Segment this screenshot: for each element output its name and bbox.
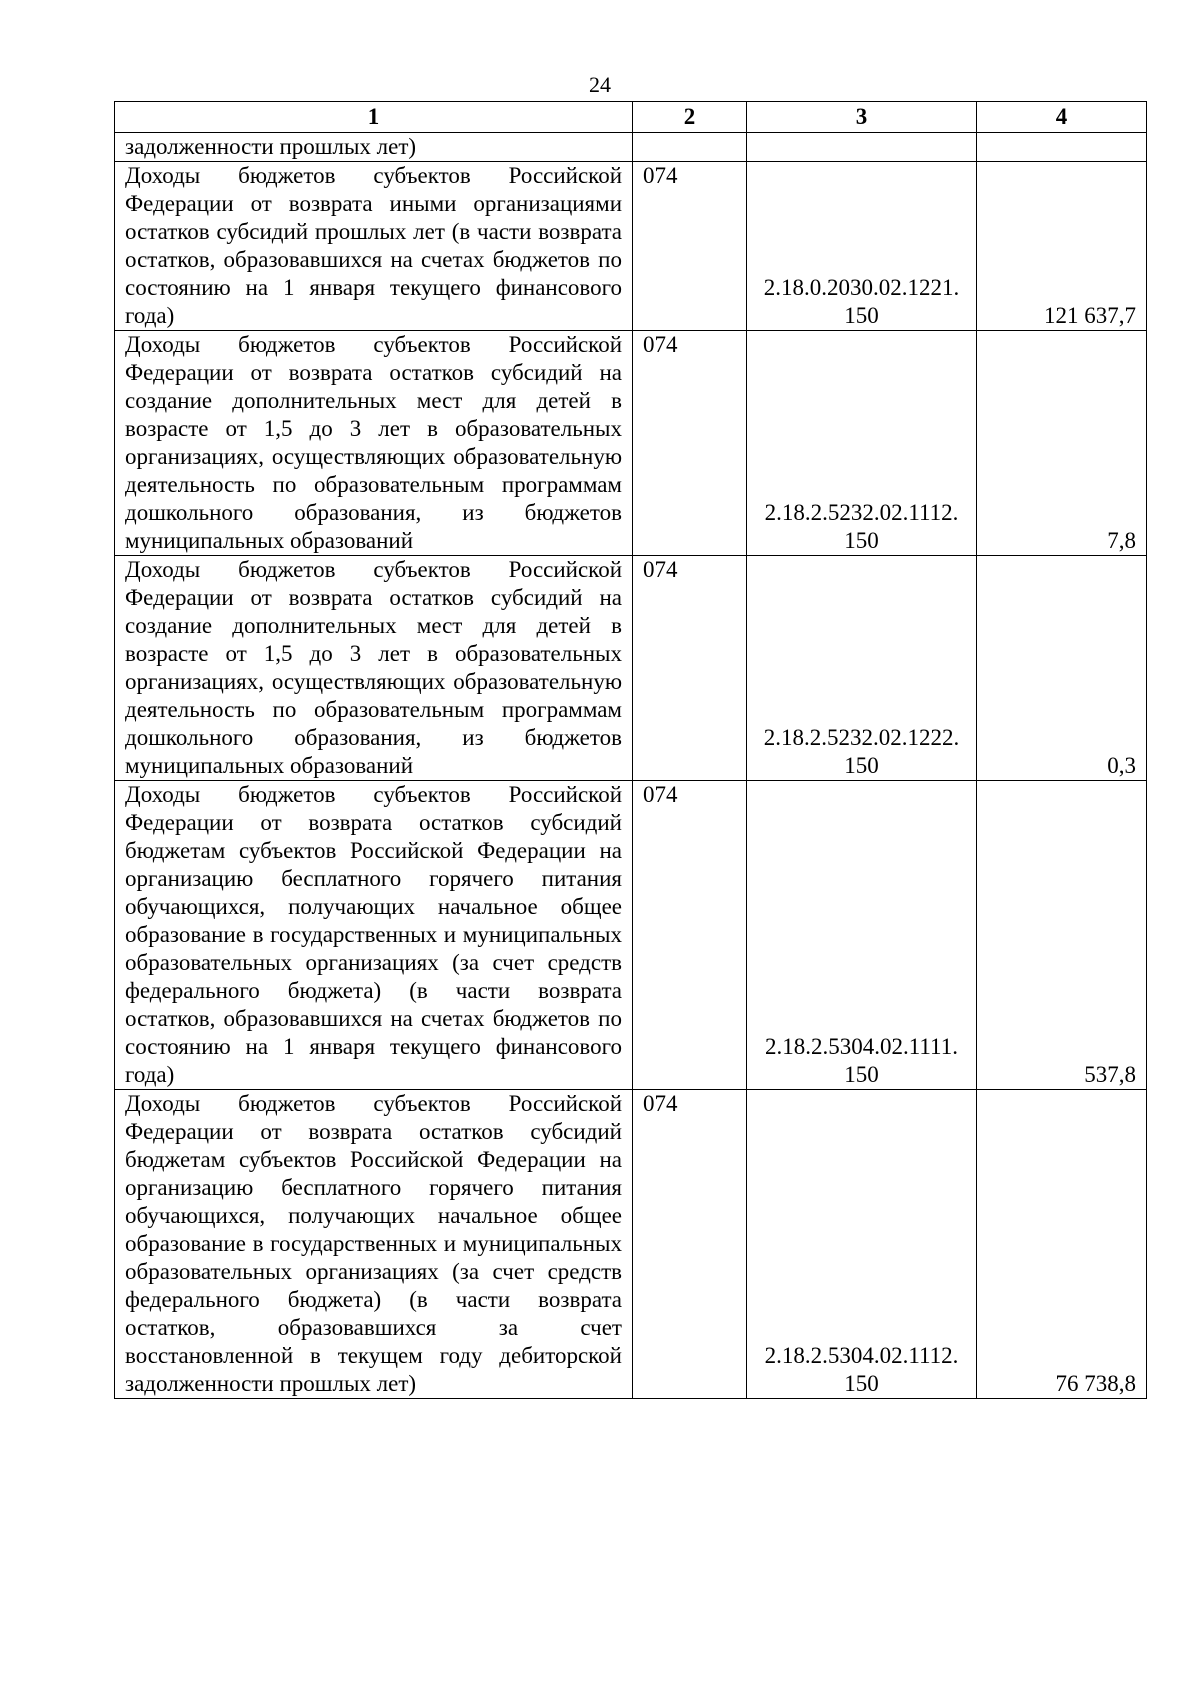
row-admin-code bbox=[633, 133, 747, 162]
code-line-2: 150 bbox=[844, 753, 879, 778]
table-header bbox=[115, 102, 1147, 133]
row-amount bbox=[977, 133, 1147, 162]
table-row bbox=[115, 162, 1147, 331]
header-col-1: 1 bbox=[115, 102, 633, 133]
row-amount: 537,8 bbox=[977, 781, 1147, 1090]
header-row bbox=[115, 102, 1147, 133]
row-admin-code: 074 bbox=[633, 162, 747, 331]
code-line-2: 150 bbox=[844, 1371, 879, 1396]
table-row bbox=[115, 781, 1147, 1090]
code-line-1: 2.18.0.2030.02.1221. bbox=[763, 275, 960, 300]
budget-revenue-table bbox=[114, 101, 1147, 1399]
table-row bbox=[115, 556, 1147, 781]
row-classification-code bbox=[747, 331, 977, 556]
code-line-1: 2.18.2.5304.02.1112. bbox=[764, 1343, 959, 1368]
row-description: Доходы бюджетов субъектов Российской Федерации от возврата остатков субсидий бюджетам субъектов Российской Федерации на организацию бесплатного горячего питания обучающихся, получающих начальное общее образование в государственных и муниципальных образовательных организациях (за счет средств федерального бюджета) (в части возврата остатков, образовавшихся за счет восстановленной в текущем году дебиторской задолженности прошлых лет) bbox=[115, 1090, 633, 1399]
header-col-4: 4 bbox=[977, 102, 1147, 133]
page-number: 24 bbox=[589, 72, 611, 97]
table-row bbox=[115, 1090, 1147, 1399]
row-classification-code bbox=[747, 781, 977, 1090]
row-admin-code: 074 bbox=[633, 1090, 747, 1399]
table-row bbox=[115, 133, 1147, 162]
row-classification-code bbox=[747, 556, 977, 781]
row-description: Доходы бюджетов субъектов Российской Федерации от возврата остатков субсидий на создание дополнительных мест для детей в возрасте от 1,5 до 3 лет в образовательных организациях, осуществляющих образовательную деятельность по образовательным программам дошкольного образования, из бюджетов муниципальных образований bbox=[115, 556, 633, 781]
code-line-2: 150 bbox=[844, 1062, 879, 1087]
code-line-1: 2.18.2.5304.02.1111. bbox=[765, 1034, 958, 1059]
row-amount: 121 637,7 bbox=[977, 162, 1147, 331]
row-description: Доходы бюджетов субъектов Российской Федерации от возврата остатков субсидий на создание дополнительных мест для детей в возрасте от 1,5 до 3 лет в образовательных организациях, осуществляющих образовательную деятельность по образовательным программам дошкольного образования, из бюджетов муниципальных образований bbox=[115, 331, 633, 556]
code-line-2: 150 bbox=[844, 303, 879, 328]
row-classification-code bbox=[747, 1090, 977, 1399]
row-admin-code: 074 bbox=[633, 556, 747, 781]
code-line-1: 2.18.2.5232.02.1222. bbox=[763, 725, 960, 750]
row-classification-code bbox=[747, 162, 977, 331]
header-col-3: 3 bbox=[747, 102, 977, 133]
row-amount: 76 738,8 bbox=[977, 1090, 1147, 1399]
header-col-2: 2 bbox=[633, 102, 747, 133]
table-row bbox=[115, 331, 1147, 556]
row-admin-code: 074 bbox=[633, 781, 747, 1090]
row-amount: 7,8 bbox=[977, 331, 1147, 556]
row-admin-code: 074 bbox=[633, 331, 747, 556]
code-line-1: 2.18.2.5232.02.1112. bbox=[764, 500, 959, 525]
code-line-2: 150 bbox=[844, 528, 879, 553]
row-description: Доходы бюджетов субъектов Российской Федерации от возврата иными организациями остатков субсидий прошлых лет (в части возврата остатков, образовавшихся на счетах бюджетов по состоянию на 1 января текущего финансового года) bbox=[115, 162, 633, 331]
row-description: Доходы бюджетов субъектов Российской Федерации от возврата остатков субсидий бюджетам субъектов Российской Федерации на организацию бесплатного горячего питания обучающихся, получающих начальное общее образование в государственных и муниципальных образовательных организациях (за счет средств федерального бюджета) (в части возврата остатков, образовавшихся на счетах бюджетов по состоянию на 1 января текущего финансового года) bbox=[115, 781, 633, 1090]
row-classification-code bbox=[747, 133, 977, 162]
table-body bbox=[115, 133, 1147, 1399]
row-description: задолженности прошлых лет) bbox=[115, 133, 633, 162]
row-amount: 0,3 bbox=[977, 556, 1147, 781]
